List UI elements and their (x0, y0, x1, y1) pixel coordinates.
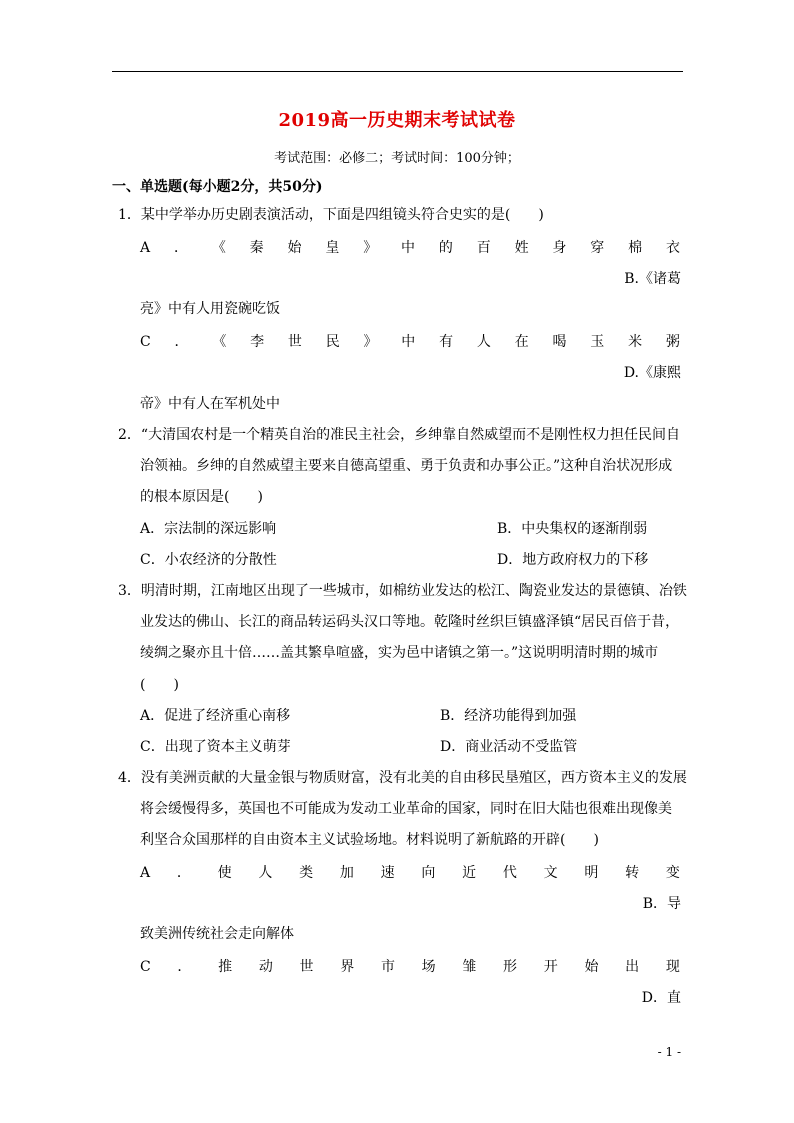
option-char: 推 (218, 959, 233, 975)
option-char: C (140, 959, 151, 975)
q4-option-b-tail: 致美洲传统社会走向解体 (140, 926, 294, 942)
q3-option-d: D．商业活动不受监管 (440, 739, 578, 755)
option-char: 《 (211, 240, 226, 256)
option-char: 粥 (665, 334, 680, 350)
q4-stem-line2: 将会缓慢得多，英国也不可能成为发动工业革命的国家，同时在旧大陆也很难出现像美 (140, 801, 672, 817)
option-char: 有 (439, 334, 454, 350)
option-char: 开 (543, 959, 558, 975)
option-char: 始 (584, 959, 599, 975)
q2-option-a: A．宗法制的深远影响 (140, 521, 277, 537)
q3-stem-line2: 业发达的佛山、长江的商品转运码头汉口等地。乾隆时丝织巨镇盛泽镇“居民百倍于昔， (140, 614, 680, 630)
q1-option-d-tail: 帝》中有人在军机处中 (140, 396, 280, 412)
option-char: 世 (299, 959, 314, 975)
option-char: ． (174, 334, 189, 350)
option-char: 向 (421, 865, 436, 881)
q3-option-a: A．促进了经济重心南移 (140, 708, 291, 724)
option-char: 世 (287, 334, 302, 350)
q1-option-d-head: D.《康熙 (623, 365, 681, 381)
q2-option-c: C．小农经济的分散性 (140, 552, 277, 568)
option-char: ． (177, 959, 192, 975)
page-title: 2019高一历史期末考试试卷 (278, 110, 516, 131)
option-char: 衣 (665, 240, 680, 256)
option-char: 穿 (590, 240, 605, 256)
option-char: 》 (363, 334, 378, 350)
option-char: 》 (363, 240, 378, 256)
option-char: 《 (212, 334, 227, 350)
option-char: 喝 (552, 334, 567, 350)
option-char: 明 (584, 865, 599, 881)
option-char: 民 (325, 334, 340, 350)
q2-stem-line1: 2．“大清国农村是一个精英自治的准民主社会，乡绅靠自然威望而不是刚性权力担任民间自 (118, 427, 681, 443)
q1-option-b-tail: 亮》中有人用瓷碗吃饭 (140, 301, 280, 317)
exam-info: 考试范围：必修二；考试时间：100分钟； (274, 151, 520, 166)
page-number: - 1 - (657, 1045, 681, 1059)
q2-option-b: B．中央集权的逐渐削弱 (497, 521, 648, 537)
option-char: 始 (287, 240, 302, 256)
section-heading: 一、单选题(每小题2分，共50分) (112, 179, 323, 195)
q3-option-b: B．经济功能得到加强 (440, 708, 577, 724)
option-char: 身 (552, 240, 567, 256)
q4-option-b-head: B．导 (642, 896, 681, 912)
q4-stem-line1: 4．没有美洲贡献的大量金银与物质财富，没有北美的自由移民垦殖区，西方资本主义的发展 (118, 770, 687, 786)
option-char: 中 (401, 240, 416, 256)
option-char: 场 (421, 959, 436, 975)
option-char: 代 (502, 865, 517, 881)
option-char: 类 (299, 865, 314, 881)
option-char: ． (176, 865, 191, 881)
option-char: 现 (665, 959, 680, 975)
option-char: 形 (503, 959, 518, 975)
option-char: 姓 (514, 240, 529, 256)
option-char: C (140, 334, 151, 350)
q1-option-a (140, 239, 680, 257)
option-char: 米 (628, 334, 643, 350)
option-char: 人 (476, 334, 491, 350)
option-char: A (140, 240, 151, 256)
option-char: 雏 (462, 959, 477, 975)
option-char: 界 (340, 959, 355, 975)
option-char: 加 (339, 865, 354, 881)
option-char: 市 (380, 959, 395, 975)
q3-stem-line3: 绫绸之聚亦且十倍……盖其繁阜喧盛，实为邑中诸镇之第一。”这说明明清时期的城市 (140, 645, 659, 661)
option-char: 玉 (590, 334, 605, 350)
option-char: 的 (438, 240, 453, 256)
q1-option-b-head: B.《诸葛 (624, 271, 681, 287)
option-char: 使 (217, 865, 232, 881)
option-char: 中 (401, 334, 416, 350)
q3-option-c: C．出现了资本主义萌芽 (140, 739, 291, 755)
option-char: 棉 (628, 240, 643, 256)
option-char: 动 (258, 959, 273, 975)
option-char: A (140, 865, 151, 881)
q4-option-c (140, 958, 680, 976)
option-char: 近 (462, 865, 477, 881)
option-char: 文 (543, 865, 558, 881)
option-char: 秦 (249, 240, 264, 256)
option-char: 人 (258, 865, 273, 881)
q1-option-c (140, 333, 680, 351)
q3-stem-line4: ( ) (140, 677, 179, 693)
q2-stem-line2: 治领袖。乡绅的自然威望主要来自德高望重、勇于负责和办事公正。”这种自治状况形成 (140, 458, 673, 474)
option-char: 转 (625, 865, 640, 881)
header-rule (112, 71, 683, 72)
q4-option-a (140, 864, 680, 882)
option-char: 在 (514, 334, 529, 350)
q2-stem-line3: 的根本原因是( ) (140, 489, 263, 505)
option-char: 李 (250, 334, 265, 350)
option-char: 速 (380, 865, 395, 881)
q4-stem-line3: 利坚合众国那样的自由资本主义试验场地。材料说明了新航路的开辟( ) (140, 832, 599, 848)
q2-option-d: D．地方政府权力的下移 (497, 552, 649, 568)
q3-stem-line1: 3．明清时期，江南地区出现了一些城市，如棉纺业发达的松江、陶瓷业发达的景德镇、冶铁 (118, 583, 687, 599)
option-char: 皇 (325, 240, 340, 256)
option-char: 变 (665, 865, 680, 881)
q1-stem: 1．某中学举办历史剧表演活动，下面是四组镜头符合史实的是( ) (118, 207, 544, 223)
q4-option-d-head: D．直 (641, 990, 681, 1006)
option-char: 百 (476, 240, 491, 256)
option-char: ． (173, 240, 188, 256)
option-char: 出 (625, 959, 640, 975)
